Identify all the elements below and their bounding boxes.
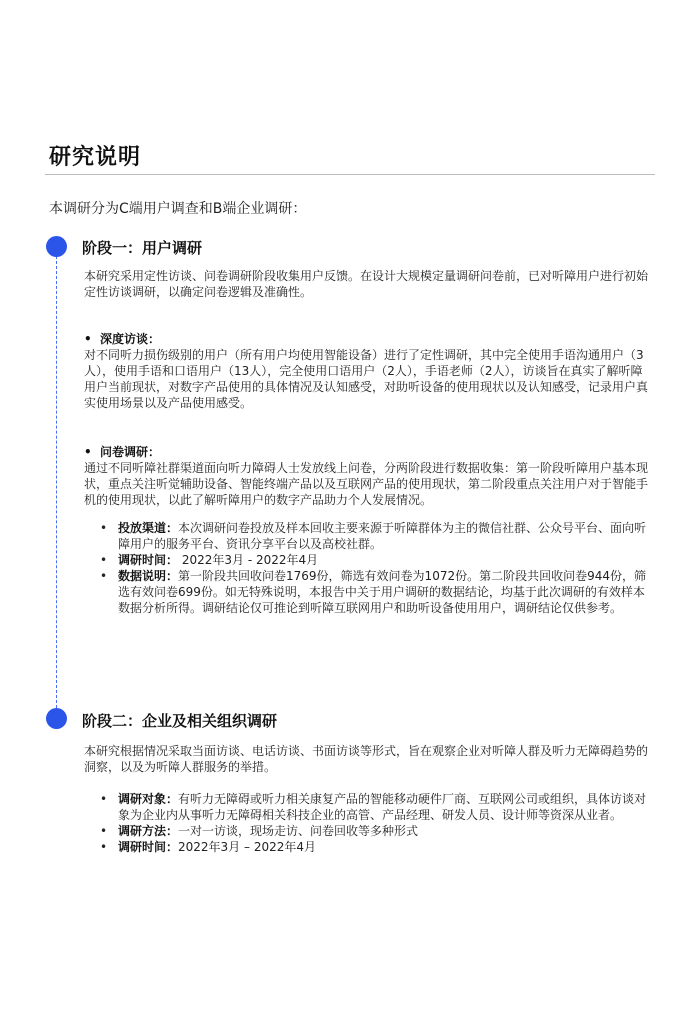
stage-1-paragraph: 本研究采用定性访谈、问卷调研阶段收集用户反馈。在设计大规模定量调研问卷前，已对听障用户进行初始定性访谈调研，以确定问卷逻辑及准确性。 <box>84 269 649 299</box>
enterprise-detail-list <box>100 791 652 855</box>
timeline-dot-stage-2 <box>46 708 67 729</box>
stage-2-paragraph: 本研究根据情况采取当面访谈、电话访谈、书面访谈等形式，旨在观察企业对听障人群及听力无障碍趋势的洞察，以及为听障人群服务的举措。 <box>84 744 649 774</box>
survey-text: 通过不同听障社群渠道面向听力障碍人士发放线上问卷，分两阶段进行数据收集：第一阶段听障用户基本现状，重点关注听觉辅助设备、智能终端产品以及互联网产品的使用现状，第二阶段重点关注用户对于智能手机的使用现状，以此了解听障用户的数字产品助力个人发展情况。 <box>84 461 649 507</box>
bullet-marker: • <box>100 840 108 854</box>
list-item-text: 一对一访谈，现场走访、问卷回收等多种形式 <box>178 824 419 838</box>
survey-heading <box>84 444 160 460</box>
deep-interview-heading <box>84 331 160 347</box>
list-item <box>100 839 652 855</box>
list-item-label: 数据说明： <box>118 569 179 583</box>
deep-interview-text: 对不同听力损伤级别的用户（所有用户均使用智能设备）进行了定性调研，其中完全使用手语沟通用户（3人），使用手语和口语用户（13人），完全使用口语用户（2人），手语老师（2人），访谈旨在真实了解听障用户当前现状，对数字产品使用的具体情况及认知感受，对助听设备的使用现状以及认知感受，记录用户真实使用场景以及产品使用感受。 <box>84 348 649 410</box>
list-item <box>100 823 652 839</box>
bullet-marker: • <box>100 792 108 806</box>
list-item-label: 投放渠道： <box>118 521 179 535</box>
bullet-marker: • <box>100 521 108 535</box>
stage-2-title: 阶段二：企业及相关组织调研 <box>82 712 278 730</box>
bullet-marker: • <box>84 445 92 459</box>
title-divider <box>45 174 655 175</box>
survey-heading-label: 问卷调研： <box>100 445 161 459</box>
list-item-text: 有听力无障碍或听力相关康复产品的智能移动硬件厂商、互联网公司或组织，具体访谈对象为企业内从事听力无障碍相关科技企业的高管、产品经理、研发人员、设计师等资深从业者。 <box>118 792 647 822</box>
list-item-label: 调研对象： <box>118 792 179 806</box>
list-item <box>100 520 652 552</box>
timeline-connector <box>56 256 57 708</box>
list-item-label: 调研时间： <box>118 553 179 567</box>
list-item-text: 2022年3月 - 2022年4月 <box>178 553 319 567</box>
stage-1-title: 阶段一：用户调研 <box>82 239 203 257</box>
bullet-marker: • <box>100 553 108 567</box>
page-title: 研究说明 <box>49 145 142 170</box>
list-item-label: 调研时间： <box>118 840 179 854</box>
list-item-text: 本次调研问卷投放及样本回收主要来源于听障群体为主的微信社群、公众号平台、面向听障用户的服务平台、资讯分享平台以及高校社群。 <box>118 521 647 551</box>
list-item-text: 第一阶段共回收问卷1769份，筛选有效问卷为1072份。第二阶段共回收问卷944份，筛选有效问卷699份。如无特殊说明，本报告中关于用户调研的数据结论，均基于此次调研的有效样本数据分析所得。调研结论仅可推论到听障互联网用户和助听设备使用用户，调研结论仅供参考。 <box>118 569 647 615</box>
bullet-marker: • <box>84 332 92 346</box>
survey-detail-list <box>100 520 652 616</box>
bullet-marker: • <box>100 824 108 838</box>
bullet-marker: • <box>100 569 108 583</box>
timeline-dot-stage-1 <box>46 236 67 257</box>
list-item-label: 调研方法： <box>118 824 179 838</box>
list-item <box>100 552 652 568</box>
intro-text: 本调研分为C端用户调查和B端企业调研： <box>49 201 307 217</box>
deep-interview-heading-label: 深度访谈： <box>100 332 161 346</box>
list-item <box>100 791 652 823</box>
list-item-text: 2022年3月 – 2022年4月 <box>178 840 316 854</box>
list-item <box>100 568 652 616</box>
